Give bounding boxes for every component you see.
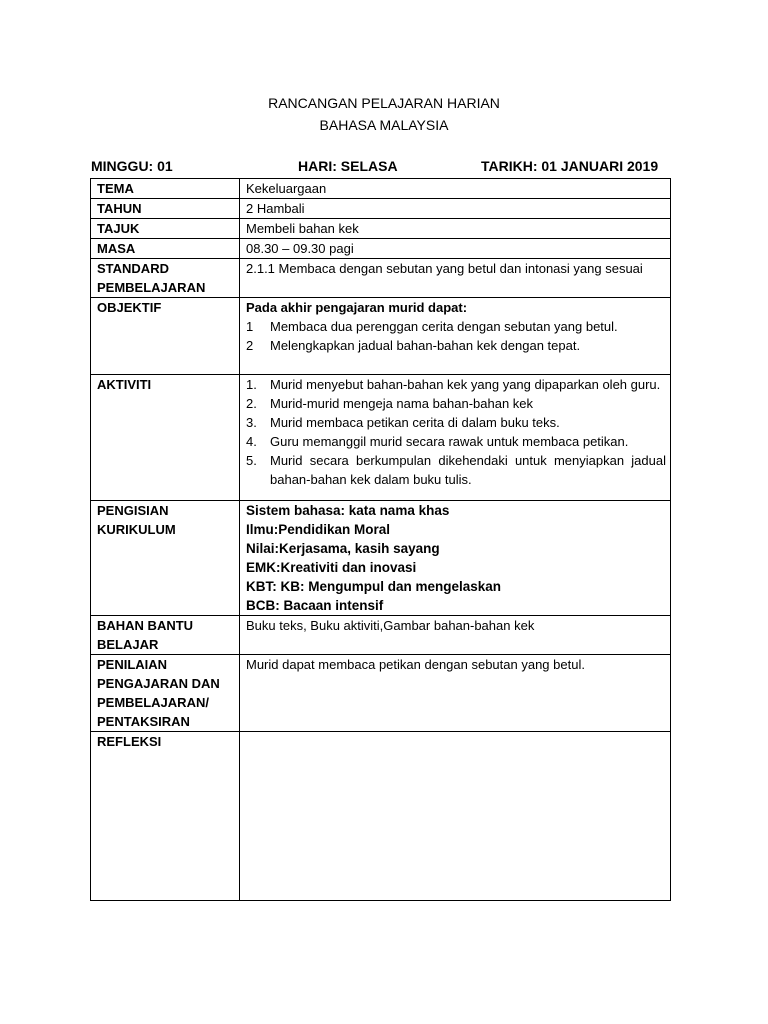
list-item: 5. Murid secara berkumpulan dikehendaki untuk menyiapkan jadual bahan-bahan kek dalam buku tulis. (246, 453, 666, 487)
row-value-tajuk: Membeli bahan kek (240, 219, 671, 239)
row-label-tema: TEMA (91, 179, 240, 199)
row-value-tema: Kekeluargaan (240, 179, 671, 199)
list-item: 3. Murid membaca petikan cerita di dalam buku teks. (246, 415, 560, 430)
row-value-refleksi (240, 732, 671, 901)
objektif-list (246, 317, 666, 355)
pengisian-line: EMK:Kreativiti dan inovasi (246, 560, 417, 575)
table-row-pengisian (91, 501, 671, 616)
row-value-penilaian: Murid dapat membaca petikan dengan sebutan yang betul. (240, 655, 671, 732)
table-row-masa (91, 239, 671, 259)
row-value-tahun: 2 Hambali (240, 199, 671, 219)
row-label-refleksi: REFLEKSI (91, 732, 240, 901)
list-item: 1. Murid menyebut bahan-bahan kek yang yang dipaparkan oleh guru. (246, 377, 661, 392)
table-row-tema (91, 179, 671, 199)
row-label-aktiviti: AKTIVITI (91, 375, 240, 501)
row-value-objektif (240, 298, 671, 375)
row-label-bahan: BAHAN BANTU BELAJAR (91, 616, 240, 655)
tarikh-label: TARIKH: 01 JANUARI 2019 (481, 158, 659, 174)
row-label-standard: STANDARD PEMBELAJARAN (91, 259, 240, 298)
hari-label: HARI: SELASA (298, 158, 398, 174)
row-value-standard: 2.1.1 Membaca dengan sebutan yang betul dan intonasi yang sesuai (240, 259, 671, 298)
list-item: 4. Guru memanggil murid secara rawak untuk membaca petikan. (246, 434, 629, 449)
table-row-objektif (91, 298, 671, 375)
table-row-standard (91, 259, 671, 298)
minggu-label: MINGGU: 01 (91, 158, 173, 174)
row-label-penilaian: PENILAIAN PENGAJARAN DAN PEMBELAJARAN/ PENTAKSIRAN (91, 655, 240, 732)
pengisian-line: BCB: Bacaan intensif (246, 598, 384, 613)
pengisian-line: Ilmu:Pendidikan Moral (246, 522, 391, 537)
pengisian-line: Sistem bahasa: kata nama khas (246, 503, 450, 518)
table-row-bahan (91, 616, 671, 655)
list-item: 1 Membaca dua perenggan cerita dengan sebutan yang betul. (246, 319, 618, 334)
table-row-aktiviti (91, 375, 671, 501)
table-row-refleksi (91, 732, 671, 901)
objektif-heading: Pada akhir pengajaran murid dapat: (246, 300, 468, 315)
row-label-tajuk: TAJUK (91, 219, 240, 239)
row-value-masa: 08.30 – 09.30 pagi (240, 239, 671, 259)
row-label-tahun: TAHUN (91, 199, 240, 219)
row-label-objektif: OBJEKTIF (91, 298, 240, 375)
row-label-masa: MASA (91, 239, 240, 259)
row-label-pengisian: PENGISIAN KURIKULUM (91, 501, 240, 616)
row-value-aktiviti (240, 375, 671, 501)
row-value-bahan: Buku teks, Buku aktiviti,Gambar bahan-bahan kek (240, 616, 671, 655)
table-row-penilaian (91, 655, 671, 732)
pengisian-line: Nilai:Kerjasama, kasih sayang (246, 541, 440, 556)
aktiviti-list (246, 375, 666, 489)
table-row-tahun (91, 199, 671, 219)
table-row-tajuk (91, 219, 671, 239)
row-value-pengisian (240, 501, 671, 616)
document-title: RANCANGAN PELAJARAN HARIAN (268, 95, 500, 111)
lesson-plan-table (90, 178, 671, 901)
list-item: 2. Murid-murid mengeja nama bahan-bahan kek (246, 396, 534, 411)
list-item: 2 Melengkapkan jadual bahan-bahan kek dengan tepat. (246, 338, 581, 353)
document-subject: BAHASA MALAYSIA (319, 117, 449, 133)
pengisian-line: KBT: KB: Mengumpul dan mengelaskan (246, 579, 502, 594)
